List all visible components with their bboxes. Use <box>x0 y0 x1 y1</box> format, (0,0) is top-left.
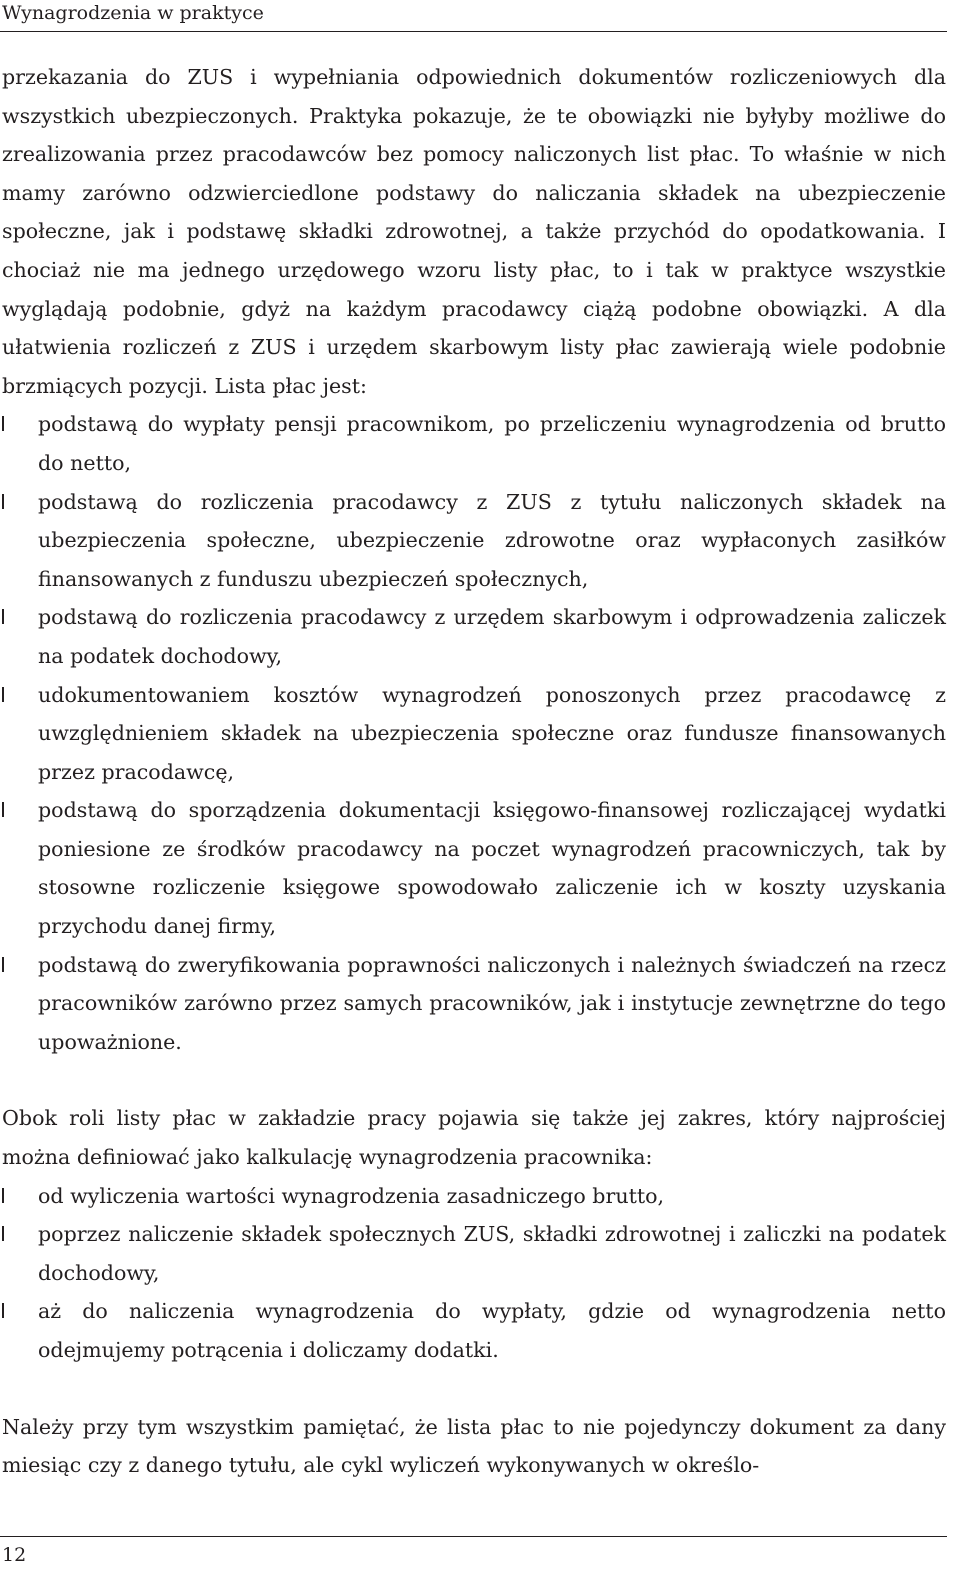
page-number: 12 <box>2 1544 27 1566</box>
paragraph: Należy przy tym wszystkim pamiętać, że lista płac to nie pojedynczy dokument za dany miesiąc czy z danego tytułu, ale cykl wyliczeń wykonywanych w określo- <box>2 1414 946 1478</box>
paragraph: Obok roli listy płac w zakładzie pracy pojawia się także jej zakres, który najprościej można definiować jako kalkulację wynagrodzenia pracownika: <box>2 1106 946 1170</box>
running-header-title: Wynagrodzenia w praktyce <box>2 2 264 24</box>
body-text <box>2 58 946 1485</box>
footer-rule <box>0 1536 947 1537</box>
list-item <box>2 791 946 945</box>
bullet-marker <box>2 1188 4 1203</box>
paragraph: przekazania do ZUS i wypełniania odpowiednich dokumentów rozliczeniowych dla wszystkich ubezpieczonych. Praktyka pokazuje, że te obowiązki nie byłyby możliwe do zrealizowania przez pracodawców bez pomocy naliczonych list płac. To właśnie w nich mamy zarówno odzwierciedlone podstawy do naliczania składek na ubezpieczenie społeczne, jak i podstawę składki zdrowotnej, a także przychód do opodatkowania. I chociaż nie ma jednego urzędowego wzoru listy płac, to i tak w praktyce wszystkie wyglądają podobnie, gdyż na każdym pracodawcy ciążą podobne obowiązki. A dla ułatwienia rozliczeń z ZUS i urzędem skarbowym listy płac zawierają wiele podobnie brzmiących pozycji. Lista płac jest: <box>2 65 946 398</box>
list-item <box>2 1177 946 1216</box>
list-item-text: udokumentowaniem kosztów wynagrodzeń ponoszonych przez pracodawcę z uwzględnieniem składek na ubezpieczenia społeczne oraz fundusze finansowanych przez pracodawcę, <box>38 682 946 784</box>
list-item <box>2 1292 946 1369</box>
bullet-marker <box>2 957 4 972</box>
bullet-marker <box>2 1226 4 1241</box>
list-item <box>2 483 946 599</box>
list-item-text: podstawą do wypłaty pensji pracownikom, po przeliczeniu wynagrodzenia od brutto do netto, <box>38 412 946 475</box>
list-item-text: podstawą do rozliczenia pracodawcy z urzędem skarbowym i odprowadzenia zaliczek na podatek dochodowy, <box>38 605 946 668</box>
bullet-marker <box>2 687 4 702</box>
list-item <box>2 1215 946 1292</box>
bullet-list-payroll-roles <box>2 405 946 1061</box>
list-item <box>2 676 946 792</box>
list-item-text: poprzez naliczenie składek społecznych ZUS, składki zdrowotnej i zaliczki na podatek dochodowy, <box>38 1222 946 1285</box>
list-item-text: podstawą do rozliczenia pracodawcy z ZUS z tytułu naliczonych składek na ubezpieczenia społeczne, ubezpieczenie zdrowotne oraz wypłaconych zasiłków finansowanych z funduszu ubezpieczeń społecznych, <box>38 489 946 591</box>
bullet-marker <box>2 494 4 509</box>
list-item <box>2 946 946 1062</box>
list-item-text: podstawą do sporządzenia dokumentacji księgowo-finansowej rozliczającej wydatki poniesione ze środków pracodawcy na poczet wynagrodzeń pracowniczych, tak by stosowne rozliczenie księgowe spowodowało zaliczenie ich w koszty uzyskania przychodu danej firmy, <box>38 798 946 939</box>
list-item <box>2 598 946 675</box>
paragraph-spacer <box>2 1061 946 1099</box>
list-item <box>2 405 946 482</box>
list-item-text: od wyliczenia wartości wynagrodzenia zasadniczego brutto, <box>38 1183 665 1208</box>
bullet-marker <box>2 416 4 431</box>
bullet-marker <box>2 802 4 817</box>
list-item-text: aż do naliczenia wynagrodzenia do wypłaty, gdzie od wynagrodzenia netto odejmujemy potrącenia i doliczamy dodatki. <box>38 1299 946 1362</box>
paragraph-spacer <box>2 1370 946 1408</box>
bullet-marker <box>2 609 4 624</box>
bullet-list-payroll-scope <box>2 1177 946 1370</box>
bullet-marker <box>2 1303 4 1318</box>
header-rule <box>0 31 947 32</box>
list-item-text: podstawą do zweryfikowania poprawności naliczonych i należnych świadczeń na rzecz pracowników zarówno przez samych pracowników, jak i instytucje zewnętrzne do tego upoważnione. <box>38 952 946 1054</box>
